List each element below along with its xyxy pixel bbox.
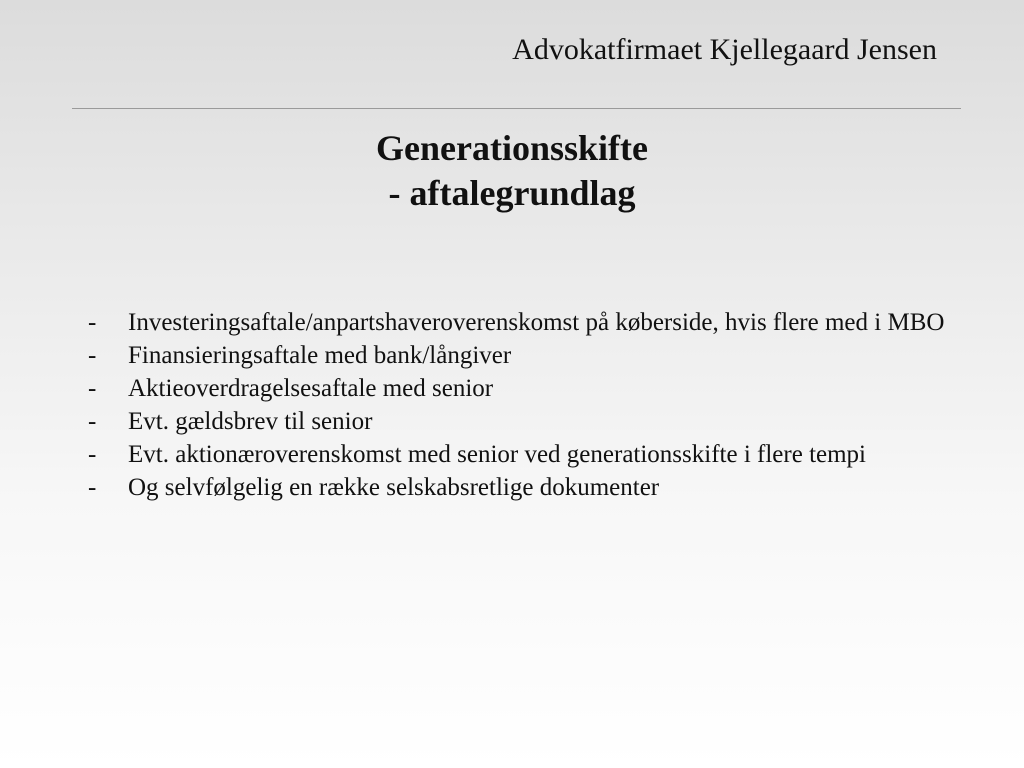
bullet-dash: - xyxy=(88,441,97,468)
list-item-text: Aktieoverdragelsesaftale med senior xyxy=(128,375,494,402)
list-item xyxy=(88,407,968,436)
list-item xyxy=(88,374,968,403)
bullet-dash: - xyxy=(88,408,97,435)
bullet-dash: - xyxy=(88,342,97,369)
bullet-dash: - xyxy=(88,474,97,501)
list-item xyxy=(88,440,968,469)
bullet-dash: - xyxy=(88,375,97,402)
list-item-text: Evt. aktionæroverenskomst med senior ved generationsskifte i flere tempi xyxy=(128,441,867,468)
list-item xyxy=(88,341,968,370)
bullet-dash: - xyxy=(88,309,97,336)
list-item-text: Og selvfølgelig en række selskabsretlige dokumenter xyxy=(128,474,660,501)
list-item-text: Evt. gældsbrev til senior xyxy=(128,408,373,435)
slide-title-line-2: - aftalegrundlag xyxy=(388,173,636,213)
bullet-list xyxy=(88,308,968,506)
firm-name: Advokatfirmaet Kjellegaard Jensen xyxy=(512,33,937,66)
header-divider xyxy=(72,108,961,109)
slide-title xyxy=(0,126,1024,216)
list-item-text: Finansieringsaftale med bank/långiver xyxy=(128,342,512,369)
list-item-text: Investeringsaftale/anpartshaveroverenskomst på køberside, hvis flere med i MBO xyxy=(128,309,945,336)
slide-title-line-1: Generationsskifte xyxy=(376,128,648,168)
list-item xyxy=(88,308,968,337)
list-item xyxy=(88,473,968,502)
